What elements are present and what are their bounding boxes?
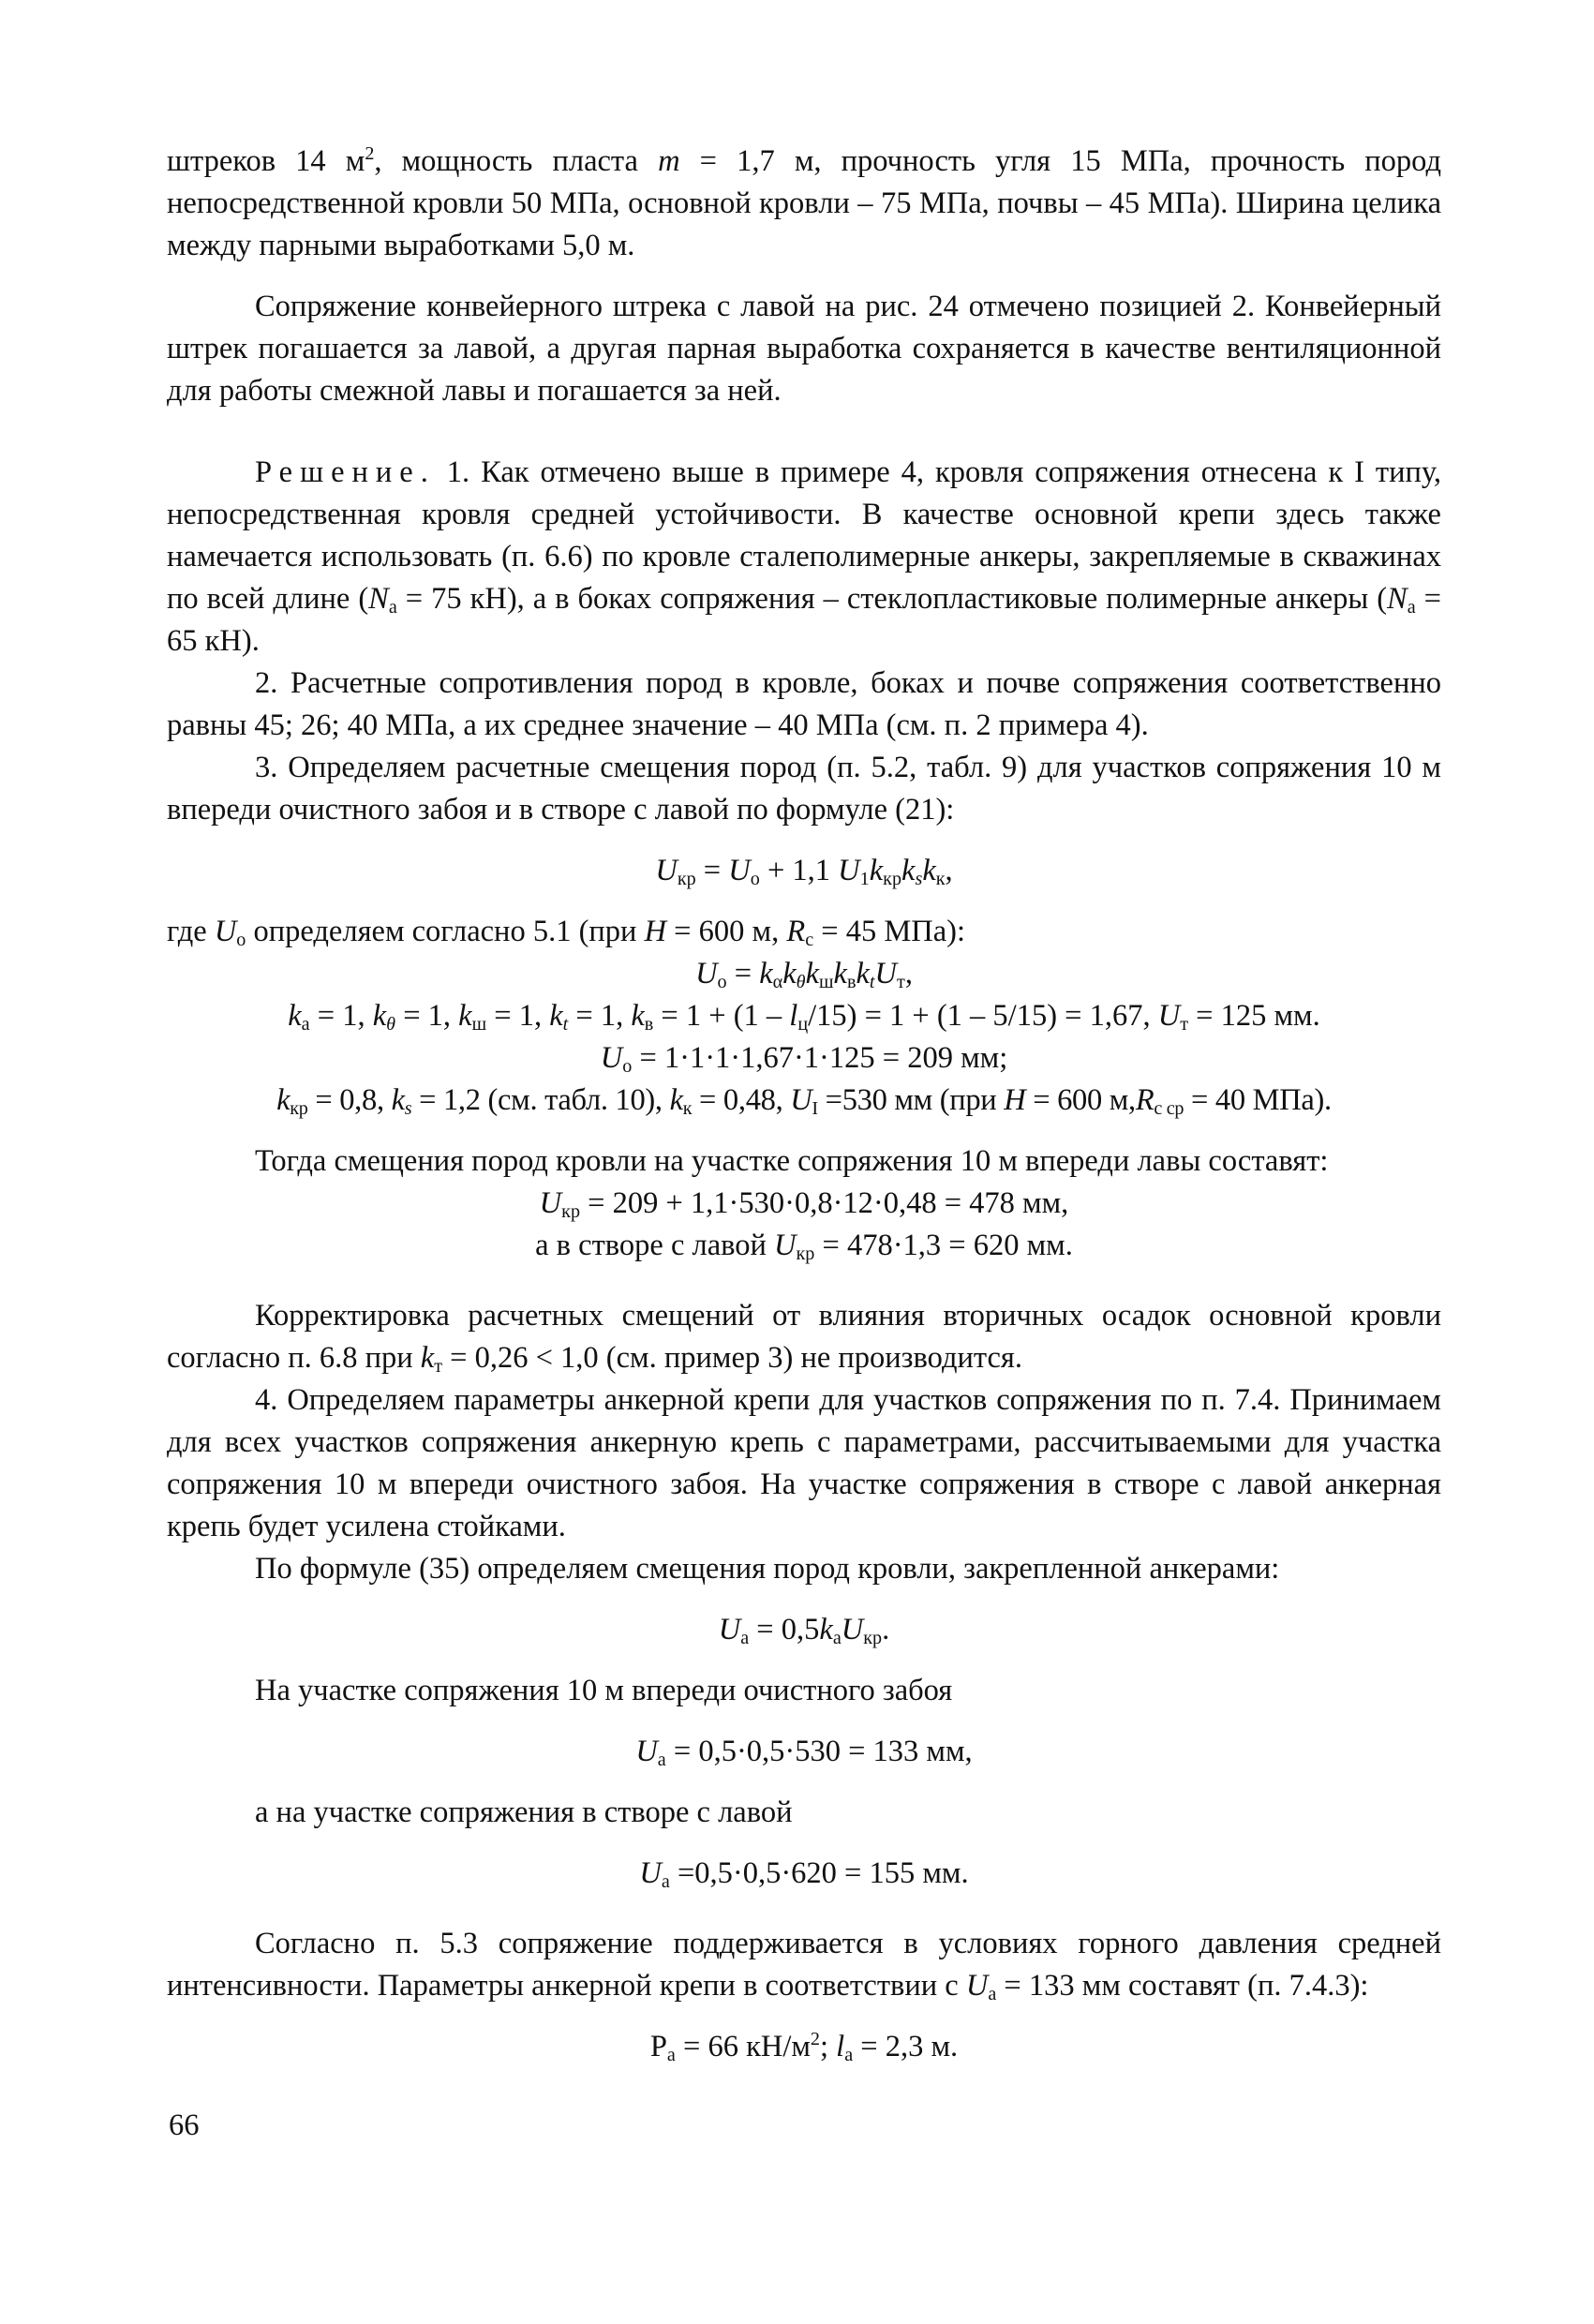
paragraph-then: Тогда смещения пород кровли на участке сопряжения 10 м впереди лавы составят: <box>255 1144 1329 1178</box>
solution-label: Решение. <box>255 455 436 489</box>
paragraph-formula-35: По формуле (35) определяем смещения пород кровли, закрепленной анкерами: <box>255 1552 1280 1586</box>
page-body <box>167 141 1441 2068</box>
text: = 65 кН). <box>167 582 1441 658</box>
paragraph-solution <box>167 452 1441 663</box>
paragraph-conjugation: Сопряжение конвейерного штрека с лавой на рис. 24 отмечено позицией 2. Конвейерный штрек погашается за лавой, а другая парная выработка сохраняется в качестве вентиляционной для работы смежной лавы и погашается за ней. <box>167 290 1441 408</box>
equation-u0: $U_о = k_\alpha k_\theta k_шk_вk_tU_т$, <box>695 957 913 993</box>
equation-kkr: $k_{кр} = 0,8$, $k_s = 1,2$ (см. табл. 10), $k_к = 0,48$, $U_I =530$ мм (при H = 600 $м,R_{с ср} = 40$ МПа). <box>276 1083 1332 1120</box>
paragraph-step-3: 3. Определяем расчетные смещения пород (п. 5.2, табл. 9) для участков сопряжения 10 м впереди очистного забоя и в створе с лавой по формуле (21): <box>167 751 1441 827</box>
equation-final: $Р_а = 66$ $кН/м^2$; $l_а = 2,3$ м. <box>649 2028 959 2066</box>
equation-ukr-1: $U_{кр} = 209 + 1,1\cdot 530\cdot 0,8\cdot 12\cdot 0,48 = 478$ мм, <box>539 1186 1069 1223</box>
equation-ua-2: $U_а =0,5\cdot 0,5\cdot 620 = 155$ мм. <box>639 1856 969 1893</box>
paragraph-step-4: 4. Определяем параметры анкерной крепи для участков сопряжения по п. 7.4. Принимаем для всех участков сопряжения анкерную крепь с параметрами, рассчитываемыми для участка сопряжения 10 м впереди очистного забоя. На участке сопряжения в створе с лавой анкерная крепь будет усилена стойками. <box>167 1383 1441 1543</box>
page-number: 66 <box>169 2108 200 2142</box>
equation-u0-value: $U_о = 1\cdot 1\cdot 1\cdot 1,67\cdot 1\cdot 125 = 209$ мм; <box>600 1041 1008 1078</box>
text: = 1,7 м, прочность угля 15 МПа, прочность пород непосредственной кровли 50 МПа, основной кровли – 75 МПа, почвы – 45 МПа). Ширина целика между парными выработками 5,0 м. <box>167 144 1441 262</box>
paragraph-continuation <box>167 141 1441 267</box>
equation-35: $U_а = 0,5k_аU_{кр}$. <box>718 1613 890 1649</box>
where-line: где $U_о$ определяем согласно 5.1 (при H = 600 м, $R_с = 45$ МПа): <box>167 915 965 951</box>
text: = 75 кН), а в боках сопряжения – стеклопластиковые полимерные анкеры ( <box>396 582 1388 616</box>
text: , мощность пласта <box>374 144 659 178</box>
paragraph-section-alignment: а на участке сопряжения в створе с лавой <box>255 1795 793 1829</box>
text: 1. Как отмечено выше в примере 4, кровля сопряжения отнесена к I типу, непосредственная кровля средней устойчивости. В качестве основной крепи здесь также намечается использовать (п. 6.6) по кровле сталеполимерные анкеры, закрепляемые в скважинах по всей длине ( <box>167 455 1441 616</box>
paragraph-step-2: 2. Расчетные сопротивления пород в кровле, боках и почве сопряжения соответственно равны 45; 26; 40 МПа, а их среднее значение – 40 МПа (см. п. 2 примера 4). <box>167 666 1441 742</box>
paragraph-parameters: Согласно п. 5.3 сопряжение поддерживается в условиях горного давления средней интенсивности. Параметры анкерной крепи в соответствии с $U_а = 133$ мм составят (п. 7.4.3): <box>167 1927 1441 2005</box>
equation-ua-1: $U_а = 0,5\cdot 0,5\cdot 530 = 133$ мм, <box>635 1735 973 1771</box>
equation-ukr-2: а в створе с лавой $U_{кр} = 478\cdot 1,3 = 620$ мм. <box>535 1229 1073 1265</box>
paragraph-section-ahead: На участке сопряжения 10 м впереди очистного забоя <box>255 1674 953 1707</box>
variable: m <box>658 144 680 178</box>
equation-21: $U_{кр} = U_о + 1,1$ $U_1k_{кр}k_sk_к$, <box>655 854 953 890</box>
paragraph-correction: Корректировка расчетных смещений от влияния вторичных осадок основной кровли согласно п. 6.8 при $k_т = 0,26 < 1,0$ (см. пример 3) не производится. <box>167 1299 1441 1378</box>
superscript: 2 <box>365 142 375 164</box>
variable: N <box>1387 582 1408 616</box>
subscript: а <box>388 597 397 618</box>
subscript: а <box>1407 597 1416 618</box>
text: штреков 14 м <box>167 144 365 178</box>
variable: N <box>368 582 389 616</box>
equation-coefficients: $k_а = 1$, $k_\theta = 1$, $k_ш = 1$, $k_t = 1$, $k_в = 1 + (1 - l_ц/15) = 1 + (1 - 5/15) = 1,67$, $U_т = 125$ мм. <box>288 999 1320 1035</box>
